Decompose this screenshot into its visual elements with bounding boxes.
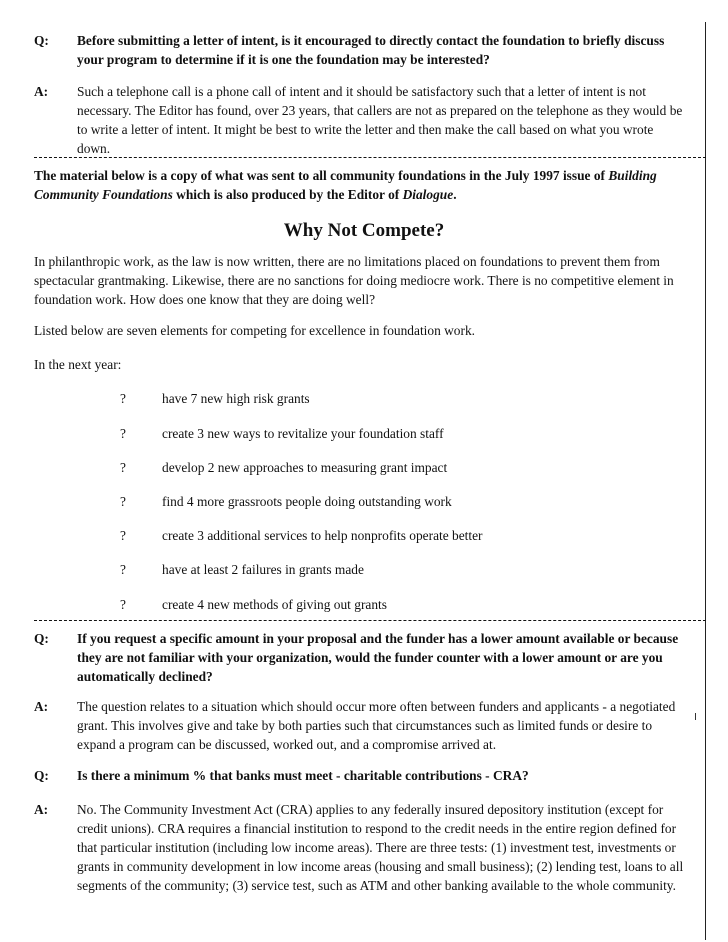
question-text: Before submitting a letter of intent, is it encouraged to directly contact the foundation to briefly discuss your program to determine if it is one the foundation may be interested? xyxy=(77,33,665,67)
bullet-mark: ? xyxy=(120,562,126,577)
question-label: Q: xyxy=(34,768,49,783)
answer-2 xyxy=(34,697,684,754)
bullet-mark: ? xyxy=(120,528,126,543)
question-label: Q: xyxy=(34,631,49,646)
document-page: Q: Before submitting a letter of intent, is it encouraged to directly contact the foundation to briefly discuss your program to determine if it is one the foundation may be interested? A: Such a telephone call is a phone call of intent and it should be satisfactory such that a letter of intent is not necessary. The Editor has found, over 23 years, that callers are not as prepared on the telephone as they would be to write a letter of intent. It might be best to write the letter and then make the call based on what you wrote down. The material below is a copy of what was sent to all community foundations in the July 1997 issue of Building Community Foundations which is also produced by the Editor of Dialogue. Why Not Compete? In philanthropic work, as the law is now written, there are no limitations placed on foundations to prevent them from spectacular grantmaking. Likewise, there are no sanctions for doing mediocre work. There is no competitive element in foundation work. How does one know that they are doing well? Listed below are seven elements for competing for excellence in foundation work. In the next year: ? have 7 new high risk grants ? create 3 new ways to revitalize your foundation staff ? develop 2 new approaches to measuring grant impact ? find 4 more grassroots people doing outstanding work ? create 3 additional services to help nonprofits operate better ? have at least 2 failures in grants made ? create 4 new methods of giving out grants Q: If you request a specific amount in your proposal and the funder has a lower amount available or because they are not familiar with your organization, would the funder counter with a lower amount or are you automatically declined? A: The question relates to a situation which should occur more often between funders and applicants - a negotiated grant. This involves give and take by both parties such that circumstances such as limited funds or desire to expand a program can be discussed, worked out, and a compromise arrived at. Q: Is there a minimum % that banks must meet - charitable contributions - CRA? A: No. The Community Investment Act (CRA) applies to any federally insured depository institution (except for credit unions). CRA requires a financial institution to respond to the credit needs in the entire region defined for that particular institution (including low income areas). There are three tests: (1) investment test, investments or grants in community development in low income areas (housing and small business); (2) lending test, loans to all segments of the community; (3) service test, such as ATM and other banking available to the whole community. xyxy=(0,0,728,942)
publication-title: Dialogue xyxy=(402,187,454,202)
article-paragraph: In philanthropic work, as the law is now written, there are no limitations placed on foundations to prevent them from spectacular grantmaking. Likewise, there are no sanctions for doing mediocre work. There is no competitive element in foundation work. How does one know that they are doing well? xyxy=(34,254,674,307)
question-3 xyxy=(34,766,684,785)
article-title: Why Not Compete? xyxy=(283,220,445,241)
answer-1 xyxy=(34,82,684,158)
margin-tick-mark xyxy=(695,713,696,720)
bullet-mark: ? xyxy=(120,460,126,475)
question-text: Is there a minimum % that banks must meet - charitable contributions - CRA? xyxy=(77,768,529,783)
answer-label: A: xyxy=(34,699,49,714)
article-paragraph: Listed below are seven elements for competing for excellence in foundation work. xyxy=(34,323,475,338)
bullet-mark: ? xyxy=(120,426,126,441)
answer-3 xyxy=(34,800,684,895)
right-margin-rule xyxy=(705,22,706,940)
bullet-mark: ? xyxy=(120,597,126,612)
question-label: Q: xyxy=(34,33,49,48)
answer-label: A: xyxy=(34,84,49,99)
intro-paragraph: The material below is a copy of what was sent to all community foundations in the July 1997 issue of Building Community Foundations which is also produced by the Editor of Dialogue. xyxy=(34,168,657,202)
bullet-mark: ? xyxy=(120,494,126,509)
dashed-divider xyxy=(34,157,706,158)
dashed-divider xyxy=(34,620,706,621)
answer-text: The question relates to a situation which should occur more often between funders and applicants - a negotiated grant. This involves give and take by both parties such that circumstances such as limited funds or desire to expand a program can be discussed, worked out, and a compromise arrived at. xyxy=(77,699,676,752)
question-2 xyxy=(34,629,684,686)
answer-label: A: xyxy=(34,802,49,817)
article-paragraph: In the next year: xyxy=(34,357,122,372)
answer-text: No. The Community Investment Act (CRA) applies to any federally insured depository institution (except for credit unions). CRA requires a financial institution to respond to the credit needs in the entire region defined for that particular institution (including low income areas). There are three tests: (1) investment test, investments or grants in community development in low income areas (housing and small business); (2) lending test, loans to all segments of the community; (3) service test, such as ATM and other banking available to the whole community. xyxy=(77,802,684,893)
question-text: If you request a specific amount in your proposal and the funder has a lower amount available or because they are not familiar with your organization, would the funder counter with a lower amount or are you automatically declined? xyxy=(77,631,679,684)
question-1 xyxy=(34,31,684,69)
answer-text: Such a telephone call is a phone call of intent and it should be satisfactory such that a letter of intent is not necessary. The Editor has found, over 23 years, that callers are not as prepared on the telephone as they would be to write a letter of intent. It might be best to write the letter and then make the call based on what you wrote down. xyxy=(77,84,683,156)
publication-title: Building Community Foundations xyxy=(34,168,657,202)
bullet-mark: ? xyxy=(120,391,126,406)
